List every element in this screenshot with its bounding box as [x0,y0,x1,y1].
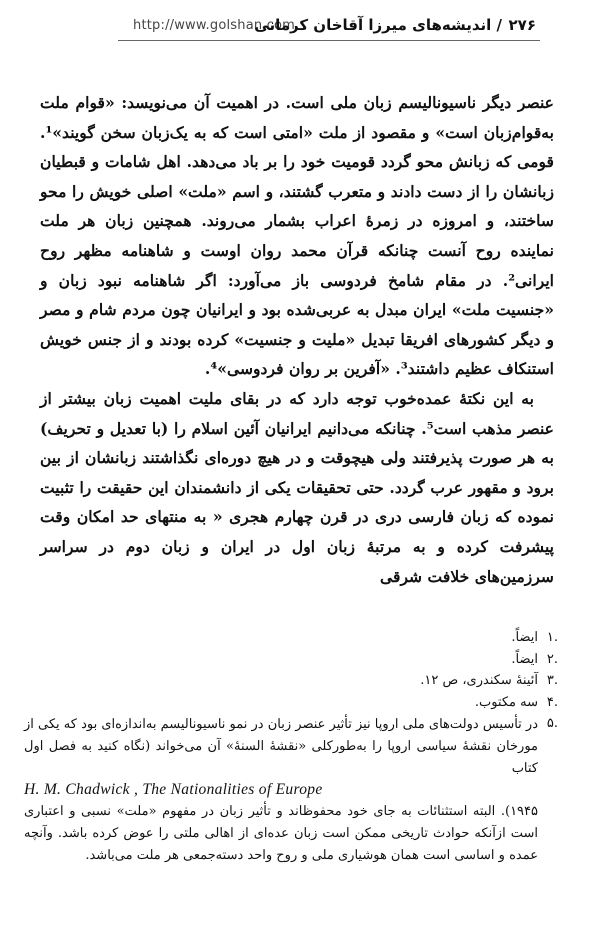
footnote [24,693,558,715]
footnote-text: آئینهٔ سکندری، ص ۱۲. [420,673,538,688]
footnote-number: .۵ [546,716,558,731]
footnote-number: .۲ [546,651,558,667]
page-number: ۲۷۶ [508,16,536,34]
footnote [24,650,558,672]
paragraph: عنصر دیگر ناسیونالیسم زبان ملی است. در اهمیت آن می‌نویسد: «قوام ملت به‌قوام‌زبان است» و مقصود از ملت «امتی است که به یک‌زبان سخن گویند»¹. قومی که زبانش محو گردد قومیت خود را بر باد می‌دهد. اهل شامات و قبطیان زبانشان را از دست دادند و متعرب گشتند، و اسم «ملت» اصلی خویش را محو ساختند، و امروزه در زمرهٔ اعراب بشمار می‌روند. همچنین زبان هر ملت نماینده روح آنست چنانکه قرآن محمد روان اوست و شاهنامه مظهر روح ایرانی². در مقام شامخ فردوسی باز می‌آورد: اگر شاهنامه نبود زبان و «جنسیت ملت» ایران مبدل به عربی‌شده بود و ایرانیان چون مردم شام و مصر و دیگر کشورهای افریقا تبدیل «ملیت و جنسیت» کرده بودند و از جنس خویش استنکاف عظیم داشتند³. «آفرین بر روان فردوسی»⁴. [40,93,554,379]
main-text [40,88,554,591]
footnote-text: ایضاً. [511,651,538,667]
page-header [0,14,606,44]
paragraph: به این نکتهٔ عمده‌خوب توجه دارد که در بقای ملیت اهمیت زبان بیشتر از عنصر مذهب است⁵. چنانکه می‌دانیم ایرانیان آئین اسلام را (با تعدیل و تحریف) به هر صورت پذیرفتند ولی هیچوقت و در هیچ دوره‌ای نگذاشتند زبانشان از بین برود و مقهور عرب گردد. حتی تحقیقات یکی از دانشمندان این حقیقت را تثبیت نموده که زبان فارسی دری در قرن چهارم هجری « به منتهای حد امکان وقت پیشرفت کرده و به مرتبهٔ زبان اول در ایران و زبان دوم در سراسر سرزمین‌های خلافت شرقی [40,388,554,586]
footnote-text-part: ۱۹۴۵). البته استثنائات به جای خود محفوظاند و تأثیر زبان در مفهوم «ملت» نسبی و اعتباری است ازآنکه حوادث تاریخی ممکن است زبان عده‌ای از اهالی ملتی را عوض کرده باشد. وآنچه عمده و اساسی است همان هوشیاری ملی و روح واحد دسته‌جمعی هر ملت می‌باشد. [24,804,538,863]
footnote-number: .۳ [546,673,558,688]
footnote-text: سه مکتوب. [474,694,538,710]
header-divider [118,40,540,41]
footnote-text: ایضاً. [511,630,538,645]
footnote [24,671,558,693]
footnote-text-part: در تأسیس دولت‌های ملی اروپا نیز تأثیر عنصر زبان در نمو ناسیونالیسم به‌اندازه‌ای بود که یکی از مورخان نقشهٔ سیاسی اروپا را به‌طورکلی «نقشهٔ السنهٔ» آن می‌خواند (نگاه کنید به فصل اول کتاب [24,717,538,776]
footnote-text [24,714,538,867]
footnote-number: .۴ [546,694,558,710]
running-title: / اندیشه‌های میرزا آقاخان کرمانی [254,16,502,34]
source-url: http://www.golshan.com [133,18,295,33]
footnote [24,714,558,867]
footnote-latin-citation: H. M. Chadwick , The Nationalities of Europe [24,781,323,799]
footnote-number: .۱ [546,630,558,645]
footnote [24,628,558,650]
footnotes [24,628,558,867]
